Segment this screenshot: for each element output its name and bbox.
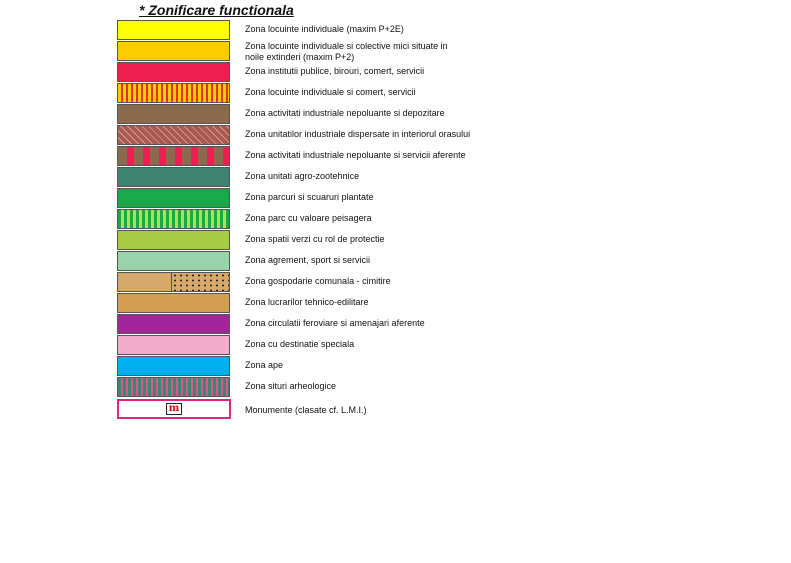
legend-label: Zona situri arheologice <box>245 381 337 391</box>
legend-row-situri-arheologice <box>117 377 677 398</box>
legend-label <box>245 41 448 63</box>
legend-label: Zona agrement, sport si servicii <box>245 255 371 265</box>
legend-label: Zona gospodarie comunala - cimitire <box>245 276 391 286</box>
legend-swatch <box>117 377 230 397</box>
monument-symbol: m <box>166 403 182 415</box>
legend-row-locuinte-individuale <box>117 20 677 41</box>
legend-swatch <box>117 356 230 376</box>
legend-row-destinatie-speciala <box>117 335 677 356</box>
legend-row-tehnico-edilitare <box>117 293 677 314</box>
legend-row-parc-peisager <box>117 209 677 230</box>
legend-row-agrement <box>117 251 677 272</box>
legend-label: Zona unitati agro-zootehnice <box>245 171 360 181</box>
legend-swatch <box>117 104 230 124</box>
legend-row-cimitire <box>117 272 677 293</box>
legend-row-locuinte-comert <box>117 83 677 104</box>
legend-row-ape <box>117 356 677 377</box>
legend-label: Zona institutii publice, birouri, comert, servicii <box>245 66 425 76</box>
legend-row-spatii-verzi <box>117 230 677 251</box>
legend-row-parcuri <box>117 188 677 209</box>
legend-label: Zona cu destinatie speciala <box>245 339 355 349</box>
legend-label: Zona locuinte individuale si comert, servicii <box>245 87 416 97</box>
legend-swatch <box>117 314 230 334</box>
legend-label: Zona ape <box>245 360 284 370</box>
legend-label: Zona circulatii feroviare si amenajari aferente <box>245 318 425 328</box>
legend-row-monumente <box>117 399 677 420</box>
legend-row-industriale-dispersate <box>117 125 677 146</box>
legend-row-industriale-servicii <box>117 146 677 167</box>
legend-swatch <box>117 62 230 82</box>
legend-row-industriale-depozitare <box>117 104 677 125</box>
legend-label-line1: Zona locuinte individuale si colective mici situate in <box>245 41 448 51</box>
legend-label: Zona activitati industriale nepoluante si depozitare <box>245 108 445 118</box>
legend-row-locuinte-colective <box>117 41 677 62</box>
legend-title: * Zonificare functionala <box>139 2 294 18</box>
legend-label: Zona parc cu valoare peisagera <box>245 213 372 223</box>
legend-label: Zona activitati industriale nepoluante si servicii aferente <box>245 150 466 160</box>
legend-label: Monumente (clasate cf. L.M.I.) <box>245 405 367 415</box>
legend-label: Zona lucrarilor tehnico-edilitare <box>245 297 369 307</box>
legend-swatch <box>117 230 230 250</box>
dotted-pattern <box>171 273 229 291</box>
legend-label: Zona unitatilor industriale dispersate in interiorul orasului <box>245 129 471 139</box>
monument-swatch <box>117 399 231 419</box>
legend-swatch <box>117 146 230 166</box>
legend-label: Zona spatii verzi cu rol de protectie <box>245 234 385 244</box>
legend-swatch <box>117 335 230 355</box>
legend-swatch <box>117 188 230 208</box>
legend-swatch <box>117 272 230 292</box>
legend-swatch <box>117 293 230 313</box>
legend-label: Zona parcuri si scuaruri plantate <box>245 192 374 202</box>
legend-label: Zona locuinte individuale (maxim P+2E) <box>245 24 404 34</box>
legend-swatch <box>117 251 230 271</box>
legend-swatch <box>117 167 230 187</box>
legend-label-line2: noile extinderi (maxim P+2) <box>245 52 355 62</box>
legend-swatch <box>117 41 230 61</box>
legend-swatch <box>117 83 230 103</box>
legend-swatch <box>117 209 230 229</box>
legend-row-feroviare <box>117 314 677 335</box>
legend-swatch <box>117 125 230 145</box>
legend-row-agro-zootehnice <box>117 167 677 188</box>
legend-row-institutii-publice <box>117 62 677 83</box>
legend-swatch <box>117 20 230 40</box>
